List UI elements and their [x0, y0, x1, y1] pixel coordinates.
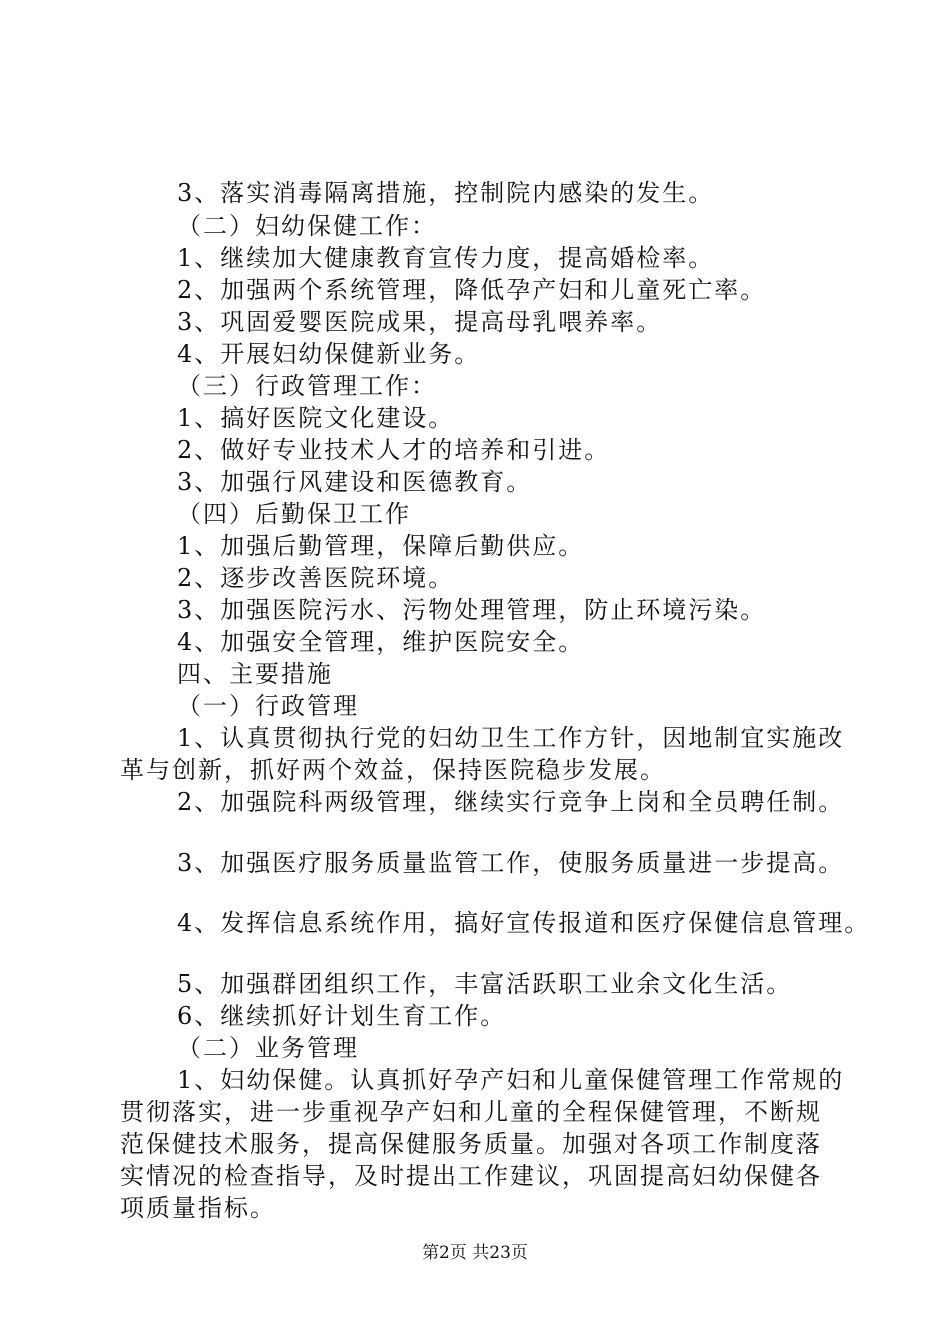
text-line: 项质量指标。: [120, 1194, 276, 1222]
text-line: 1、加强后勤管理，保障后勤供应。: [177, 532, 585, 560]
text-line: 2、做好专业技术人才的培养和引进。: [177, 436, 611, 464]
text-line: 2、逐步改善医院环境。: [177, 564, 455, 592]
text-line: 2、加强两个系统管理，降低孕产妇和儿童死亡率。: [177, 276, 767, 304]
text-line: 2、加强院科两级管理，继续实行竞争上岗和全员聘任制。: [177, 788, 845, 816]
page-footer: 第2页 共23页: [422, 1243, 528, 1263]
text-line: 3、加强行风建设和医德教育。: [177, 468, 533, 496]
text-line: 4、开展妇幼保健新业务。: [177, 340, 481, 368]
text-line: 革与创新，抓好两个效益，保持医院稳步发展。: [120, 756, 666, 784]
text-line: 3、加强医疗服务质量监管工作，使服务质量进一步提高。: [177, 849, 845, 877]
text-line: 3、巩固爱婴医院成果，提高母乳喂养率。: [177, 308, 663, 336]
section-heading: （四）后勤保卫工作: [177, 500, 411, 528]
section-heading: （二）业务管理: [177, 1034, 359, 1062]
text-line: 贯彻落实，进一步重视孕产妇和儿童的全程保健管理，不断规: [120, 1098, 822, 1126]
section-heading: （二）妇幼保健工作：: [177, 212, 437, 240]
text-line: 4、加强安全管理，维护医院安全。: [177, 628, 585, 656]
text-line: 3、加强医院污水、污物处理管理，防止环境污染。: [177, 596, 767, 624]
text-line: 1、搞好医院文化建设。: [177, 404, 455, 432]
text-line: 1、继续加大健康教育宣传力度，提高婚检率。: [177, 244, 715, 272]
text-line: 3、落实消毒隔离措施，控制院内感染的发生。: [177, 179, 715, 207]
section-heading: （一）行政管理: [177, 692, 359, 720]
text-line: 6、继续抓好计划生育工作。: [177, 1002, 507, 1030]
text-line: 4、发挥信息系统作用，搞好宣传报道和医疗保健信息管理。: [177, 909, 871, 937]
section-heading: （三）行政管理工作：: [177, 372, 437, 400]
text-line: 1、认真贯彻执行党的妇幼卫生工作方针，因地制宜实施改: [177, 724, 845, 752]
section-heading: 四、主要措施: [177, 660, 333, 688]
text-line: 实情况的检查指导，及时提出工作建议，巩固提高妇幼保健各: [120, 1162, 822, 1190]
text-line: 5、加强群团组织工作，丰富活跃职工业余文化生活。: [177, 970, 793, 998]
text-line: 范保健技术服务，提高保健服务质量。加强对各项工作制度落: [120, 1130, 822, 1158]
text-line: 1、妇幼保健。认真抓好孕产妇和儿童保健管理工作常规的: [177, 1066, 845, 1094]
